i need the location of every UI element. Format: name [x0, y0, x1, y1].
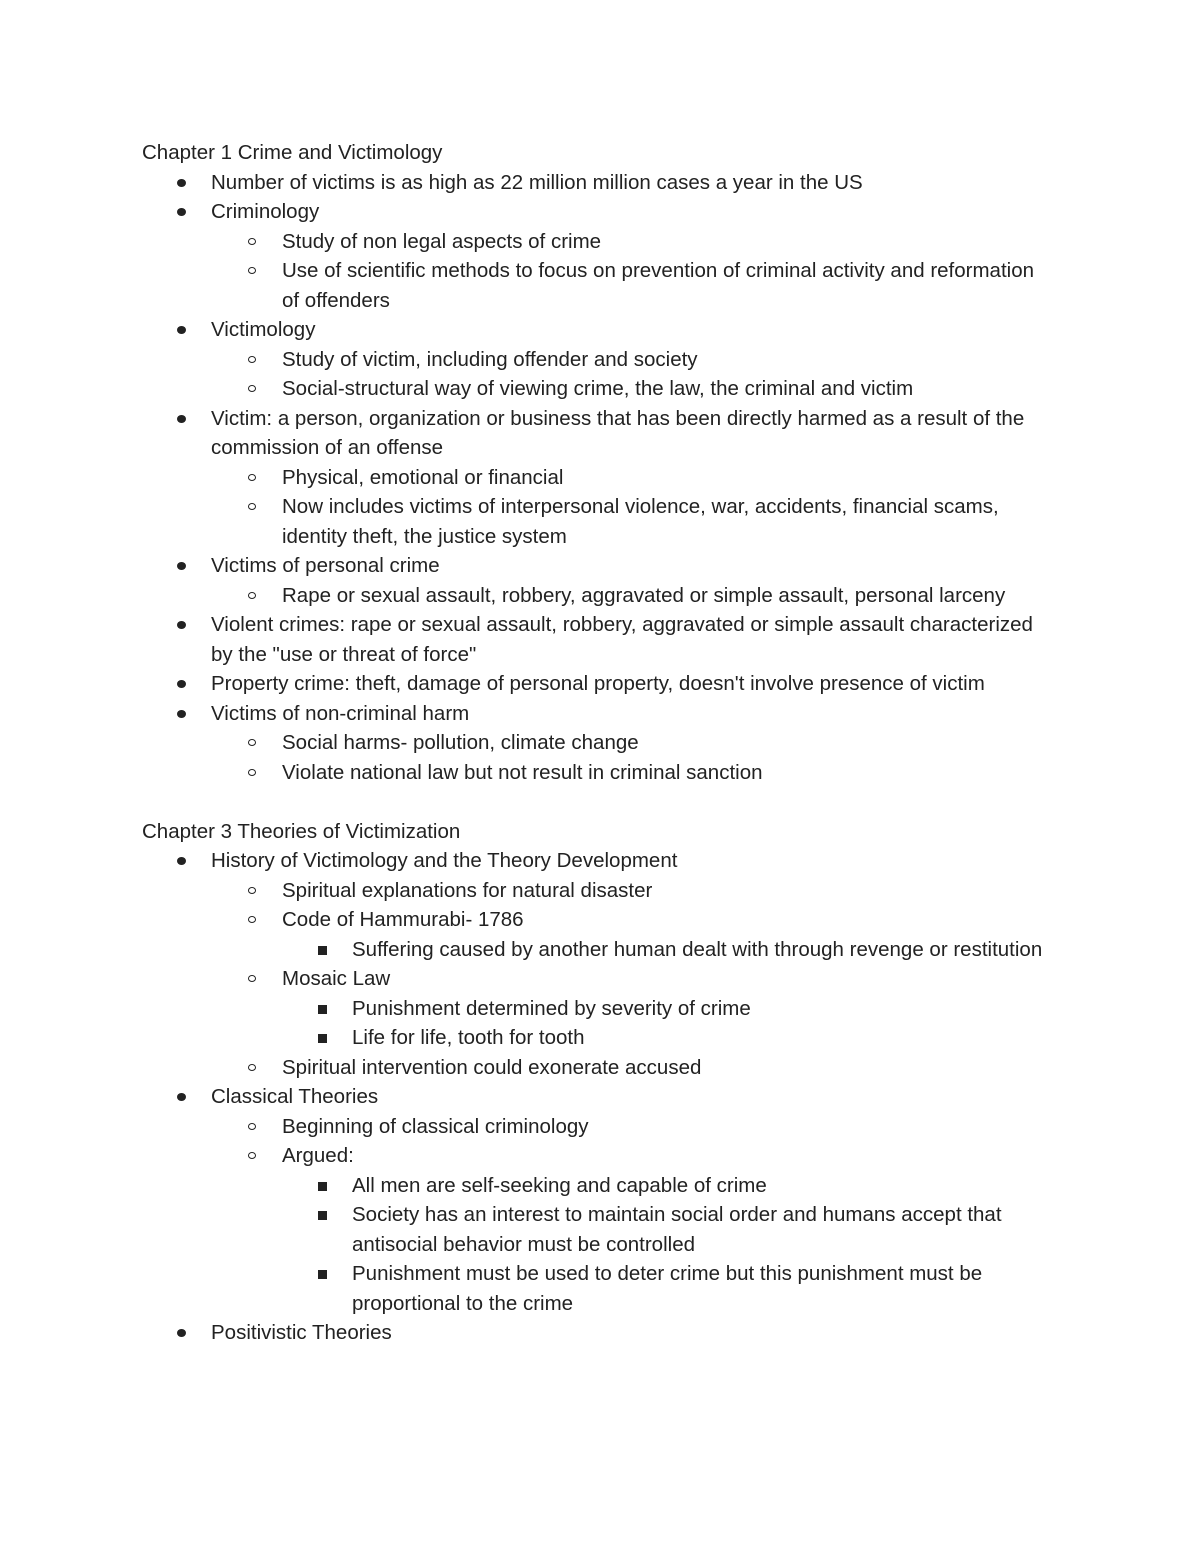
list-item-level-1: [211, 1082, 1051, 1112]
bullet-square-icon: [318, 1259, 328, 1289]
list-item-level-2: [282, 1053, 1052, 1083]
list-item-level-2: [282, 905, 1052, 935]
bullet-circle-icon: [248, 581, 258, 611]
list-item-level-3: [352, 935, 1052, 965]
bullet-circle-icon: [248, 227, 258, 257]
list-item-level-1: [211, 404, 1051, 463]
bullet-square-icon: [318, 935, 328, 965]
bullet-circle-icon: [248, 964, 258, 994]
bullet-circle-icon: [248, 1141, 258, 1171]
bullet-circle-icon: [248, 345, 258, 375]
list-item-level-2: [282, 227, 1052, 257]
list-item-text: Mosaic Law: [282, 967, 391, 990]
list-item-level-2: [282, 1112, 1052, 1142]
list-item-level-1: [211, 315, 1051, 345]
list-item-text: Suffering caused by another human dealt with through revenge or restitution: [352, 937, 1043, 961]
list-item-level-3: [352, 1259, 1052, 1318]
list-item-level-1: [211, 610, 1051, 669]
list-item-text: Punishment determined by severity of crime: [352, 996, 751, 1020]
bullet-dot-icon: [177, 699, 187, 729]
list-item-text: Beginning of classical criminology: [282, 1114, 589, 1138]
list-item-text: Code of Hammurabi- 1786: [282, 908, 524, 931]
list-item-text: Criminology: [211, 200, 320, 223]
list-item-text: Social harms- pollution, climate change: [282, 731, 639, 754]
list-item-level-2: [282, 1141, 1052, 1171]
list-item-text: Rape or sexual assault, robbery, aggravated or simple assault, personal larceny: [282, 583, 1006, 607]
list-item-text: Spiritual explanations for natural disaster: [282, 878, 653, 902]
list-item-text: Victimology: [211, 318, 316, 341]
list-item-level-2: [282, 256, 1052, 315]
list-item-text: Argued:: [282, 1144, 354, 1167]
bullet-circle-icon: [248, 758, 258, 788]
bullet-dot-icon: [177, 669, 187, 699]
list-item-level-2: [282, 374, 1052, 404]
list-item-text: Society has an interest to maintain social order and humans accept that antisocial behavior must be controlled: [352, 1203, 1002, 1256]
list-item-level-3: [352, 1171, 1052, 1201]
bullet-dot-icon: [177, 610, 187, 640]
list-item-level-2: [282, 581, 1052, 611]
section-spacer: [0, 787, 1200, 817]
list-item-level-1: [211, 168, 1051, 198]
list-item-level-1: [211, 669, 1051, 699]
list-item-level-2: [282, 728, 1052, 758]
bullet-square-icon: [318, 1200, 328, 1230]
list-item-text: Violate national law but not result in criminal sanction: [282, 760, 763, 784]
list-item-text: Victims of personal crime: [211, 554, 440, 577]
bullet-circle-icon: [248, 728, 258, 758]
list-item-level-1: [211, 1318, 1051, 1348]
list-item-level-2: [282, 964, 1052, 994]
list-item-text: Positivistic Theories: [211, 1321, 392, 1344]
bullet-circle-icon: [248, 492, 258, 522]
list-item-text: History of Victimology and the Theory Development: [211, 849, 678, 872]
bullet-square-icon: [318, 994, 328, 1024]
bullet-circle-icon: [248, 463, 258, 493]
bullet-circle-icon: [248, 876, 258, 906]
bullet-circle-icon: [248, 256, 258, 286]
list-item-text: Study of victim, including offender and society: [282, 347, 698, 371]
list-item-text: Physical, emotional or financial: [282, 465, 564, 489]
list-item-text: Violent crimes: rape or sexual assault, robbery, aggravated or simple assault characterized by the "use or threat of force": [211, 613, 1033, 666]
list-item-level-1: [211, 197, 1051, 227]
bullet-square-icon: [318, 1023, 328, 1053]
list-item-level-2: [282, 492, 1052, 551]
list-item-level-1: [211, 846, 1051, 876]
bullet-circle-icon: [248, 905, 258, 935]
bullet-dot-icon: [177, 404, 187, 434]
list-item-text: Spiritual intervention could exonerate accused: [282, 1055, 702, 1079]
bullet-circle-icon: [248, 374, 258, 404]
list-item-text: Life for life, tooth for tooth: [352, 1026, 585, 1049]
list-item-level-1: [211, 551, 1051, 581]
list-item-level-1: [211, 699, 1051, 729]
bullet-dot-icon: [177, 197, 187, 227]
bullet-dot-icon: [177, 551, 187, 581]
list-item-text: Social-structural way of viewing crime, the law, the criminal and victim: [282, 377, 914, 400]
list-item-level-2: [282, 758, 1052, 788]
section-heading: Chapter 3 Theories of Victimization: [142, 819, 461, 843]
bullet-circle-icon: [248, 1112, 258, 1142]
list-item-level-3: [352, 994, 1052, 1024]
section-heading: Chapter 1 Crime and Victimology: [142, 141, 443, 164]
document-body: [0, 138, 1200, 1348]
list-item-level-3: [352, 1023, 1052, 1053]
list-item-level-2: [282, 876, 1052, 906]
list-item-text: Number of victims is as high as 22 million million cases a year in the US: [211, 170, 863, 194]
list-item-text: Property crime: theft, damage of personal property, doesn't involve presence of victim: [211, 672, 985, 695]
list-item-text: Now includes victims of interpersonal violence, war, accidents, financial scams, identity theft, the justice system: [282, 495, 999, 548]
list-item-text: Victim: a person, organization or business that has been directly harmed as a result of the commission of an offense: [211, 406, 1025, 459]
bullet-dot-icon: [177, 846, 187, 876]
list-item-level-3: [352, 1200, 1052, 1259]
list-item-text: Study of non legal aspects of crime: [282, 229, 602, 253]
list-item-text: Victims of non-criminal harm: [211, 701, 470, 725]
list-item-level-2: [282, 463, 1052, 493]
bullet-dot-icon: [177, 168, 187, 198]
bullet-circle-icon: [248, 1053, 258, 1083]
bullet-dot-icon: [177, 1082, 187, 1112]
list-item-text: Punishment must be used to deter crime but this punishment must be proportional to the crime: [352, 1262, 983, 1315]
list-item-text: Classical Theories: [211, 1085, 379, 1108]
list-item-text: Use of scientific methods to focus on prevention of criminal activity and reformation of offenders: [282, 259, 1035, 312]
bullet-dot-icon: [177, 1318, 187, 1348]
list-item-text: All men are self-seeking and capable of crime: [352, 1173, 767, 1197]
bullet-dot-icon: [177, 315, 187, 345]
list-item-level-2: [282, 345, 1052, 375]
bullet-square-icon: [318, 1171, 328, 1201]
